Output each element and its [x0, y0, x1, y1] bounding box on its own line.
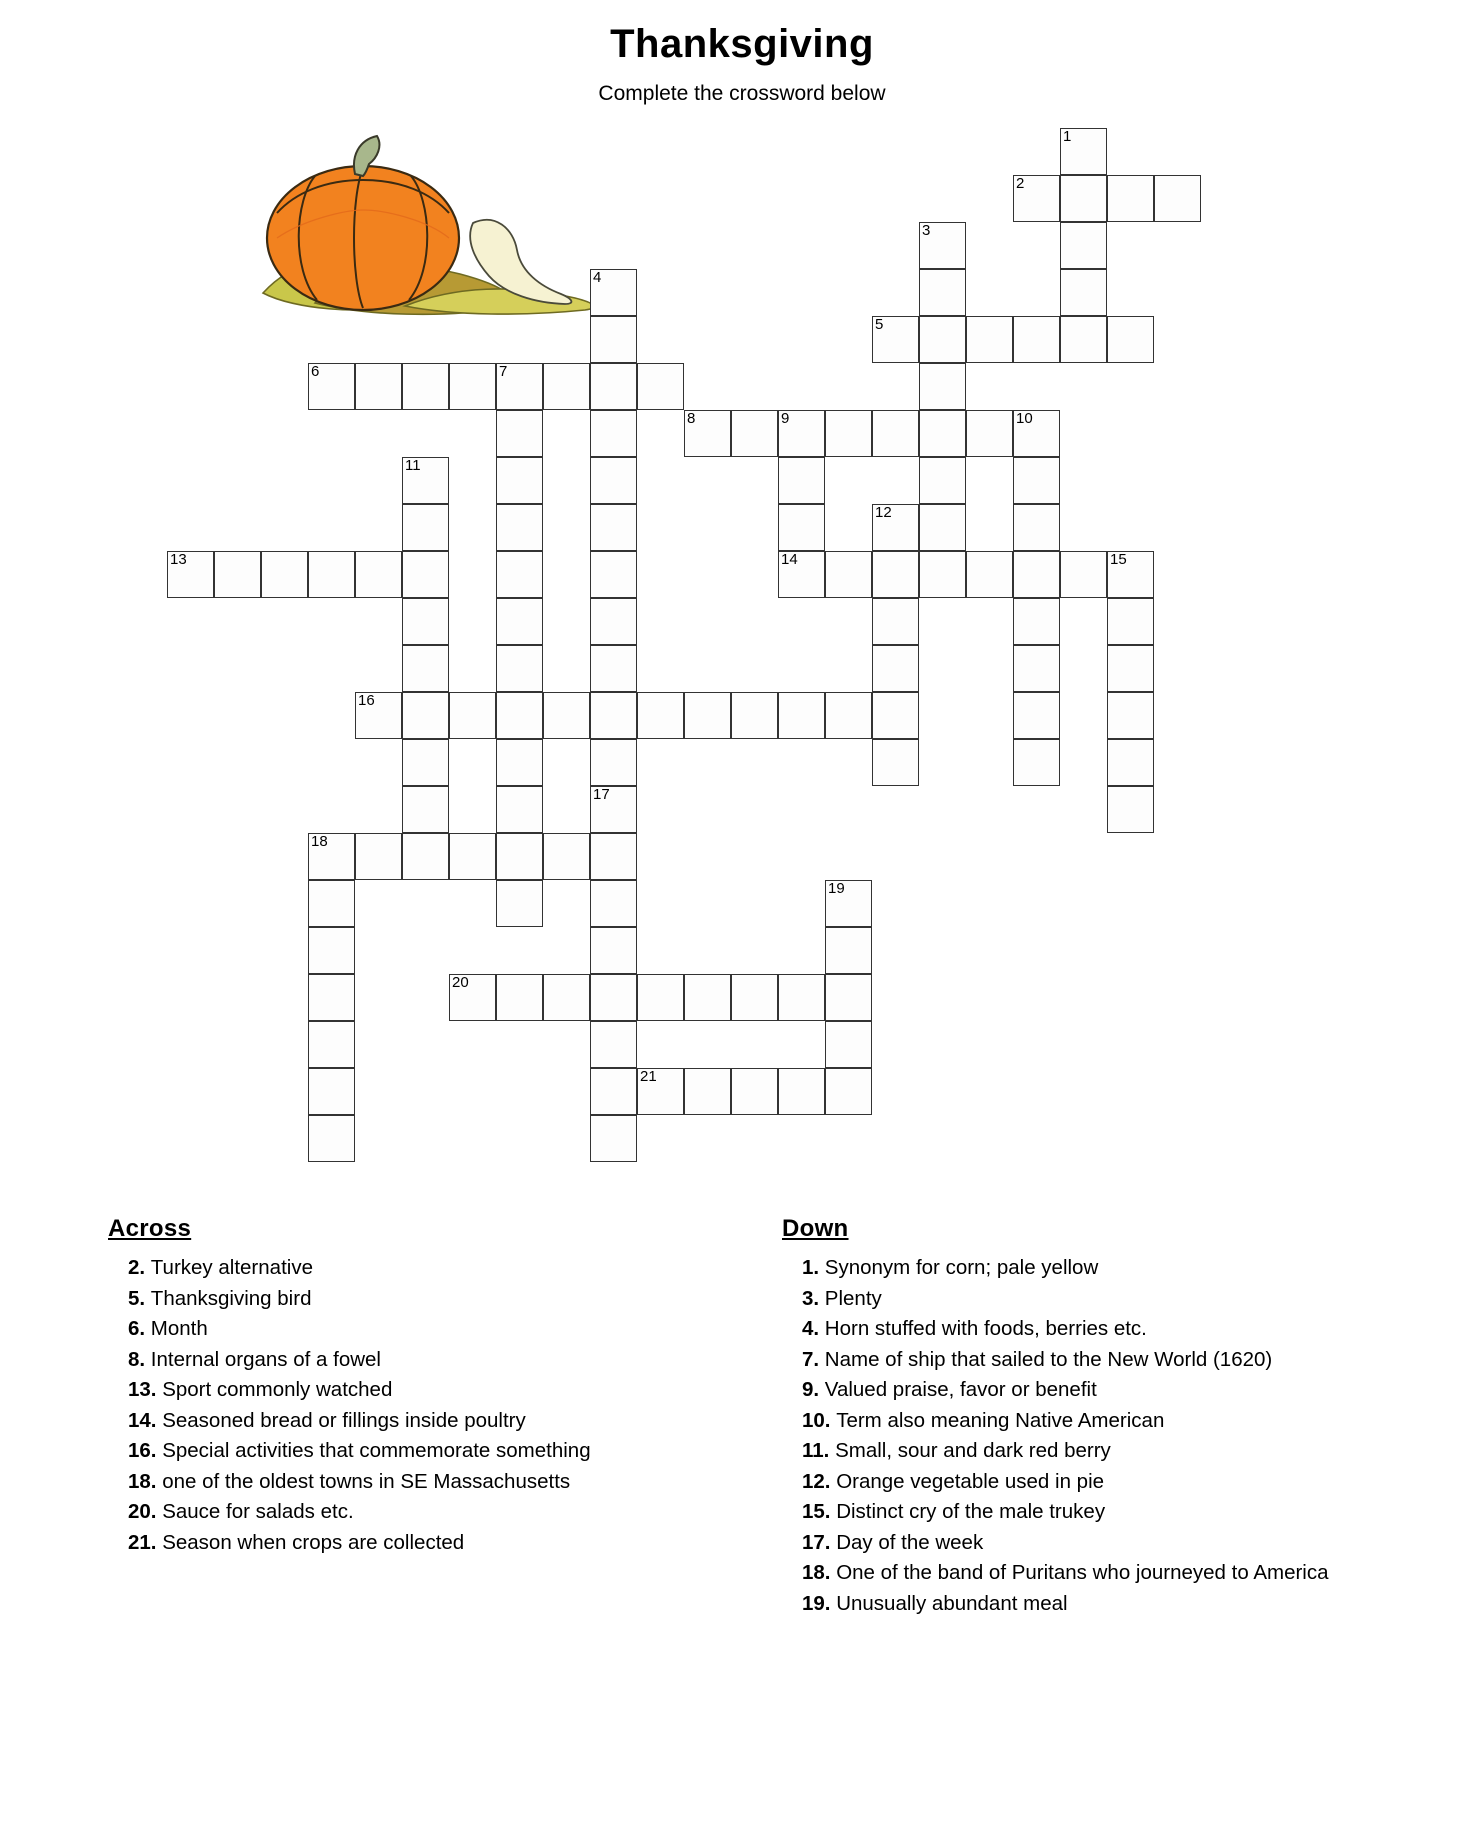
grid-cell[interactable] — [872, 316, 919, 363]
grid-cell-number: 18 — [311, 833, 328, 850]
grid-cell[interactable] — [919, 504, 966, 551]
grid-cell-number: 21 — [640, 1068, 657, 1085]
clue-text: Horn stuffed with foods, berries etc. — [824, 1317, 1147, 1340]
grid-cell[interactable] — [1013, 175, 1060, 222]
grid-cell-number: 6 — [311, 363, 320, 380]
grid-cell[interactable] — [590, 457, 637, 504]
grid-cell-number: 8 — [687, 410, 696, 427]
grid-cell[interactable] — [872, 645, 919, 692]
grid-cell[interactable] — [308, 833, 355, 880]
clue-number: 1. — [802, 1256, 825, 1279]
across-clue-list — [108, 1253, 728, 1558]
clue-item — [128, 1528, 728, 1559]
grid-cell-number: 4 — [593, 269, 602, 286]
grid-cell[interactable] — [1013, 410, 1060, 457]
grid-cell[interactable] — [919, 363, 966, 410]
grid-cell[interactable] — [590, 786, 637, 833]
clue-number: 5. — [128, 1286, 151, 1310]
grid-cell[interactable] — [1013, 692, 1060, 739]
grid-cell[interactable] — [919, 457, 966, 504]
clue-text: Day of the week — [836, 1530, 984, 1554]
clue-item — [802, 1406, 1422, 1437]
grid-cell[interactable] — [496, 786, 543, 833]
grid-cell[interactable] — [966, 551, 1013, 598]
clue-text: Term also meaning Native American — [836, 1408, 1165, 1432]
grid-cell[interactable] — [449, 692, 496, 739]
clue-text: Month — [150, 1317, 208, 1340]
across-heading: Across — [108, 1215, 192, 1242]
grid-cell[interactable] — [731, 692, 778, 739]
clue-number: 19. — [802, 1591, 837, 1615]
grid-cell[interactable] — [1013, 504, 1060, 551]
grid-cell[interactable] — [590, 974, 637, 1021]
clue-text: Sport commonly watched — [162, 1378, 393, 1401]
grid-cell[interactable] — [402, 457, 449, 504]
clue-item — [128, 1284, 728, 1315]
grid-cell[interactable] — [1013, 739, 1060, 786]
grid-cell[interactable] — [590, 504, 637, 551]
grid-cell[interactable] — [496, 645, 543, 692]
grid-cell-number: 17 — [593, 786, 610, 803]
grid-cell[interactable] — [496, 410, 543, 457]
grid-cell[interactable] — [308, 1068, 355, 1115]
grid-cell[interactable] — [1013, 551, 1060, 598]
grid-cell[interactable] — [731, 974, 778, 1021]
grid-cell-number: 9 — [781, 410, 790, 427]
grid-cell[interactable] — [590, 880, 637, 927]
clue-number: 14. — [128, 1408, 163, 1432]
grid-cell[interactable] — [1107, 645, 1154, 692]
grid-cell[interactable] — [825, 692, 872, 739]
grid-cell[interactable] — [355, 363, 402, 410]
grid-cell[interactable] — [496, 880, 543, 927]
clue-text: Seasoned bread or fillings inside poultry — [162, 1408, 526, 1432]
grid-cell[interactable] — [590, 410, 637, 457]
grid-cell[interactable] — [778, 1068, 825, 1115]
grid-cell[interactable] — [402, 504, 449, 551]
grid-cell[interactable] — [543, 363, 590, 410]
down-column — [782, 1215, 1422, 1619]
grid-cell[interactable] — [402, 551, 449, 598]
clue-item — [128, 1436, 728, 1467]
grid-cell[interactable] — [590, 692, 637, 739]
grid-cell[interactable] — [449, 974, 496, 1021]
clue-number: 7. — [802, 1347, 825, 1371]
grid-cell[interactable] — [402, 363, 449, 410]
grid-cell[interactable] — [825, 1068, 872, 1115]
clue-item — [802, 1375, 1422, 1406]
grid-cell[interactable] — [214, 551, 261, 598]
grid-cell-number: 10 — [1016, 410, 1033, 427]
grid-cell[interactable] — [402, 598, 449, 645]
clue-number: 8. — [128, 1347, 151, 1371]
grid-cell[interactable] — [731, 410, 778, 457]
grid-cell[interactable] — [919, 222, 966, 269]
grid-cell[interactable] — [1013, 645, 1060, 692]
grid-cell-number: 2 — [1016, 175, 1025, 192]
grid-cell[interactable] — [355, 692, 402, 739]
clue-item — [128, 1253, 728, 1284]
clue-number: 18. — [128, 1469, 163, 1493]
grid-cell-number: 14 — [781, 551, 798, 568]
grid-cell[interactable] — [261, 551, 308, 598]
grid-cell[interactable] — [825, 410, 872, 457]
grid-cell[interactable] — [966, 316, 1013, 363]
clue-text: Valued praise, favor or benefit — [824, 1378, 1097, 1401]
grid-cell-number: 1 — [1063, 128, 1072, 145]
grid-cell[interactable] — [590, 316, 637, 363]
clue-text: Orange vegetable used in pie — [836, 1469, 1105, 1493]
grid-cell[interactable] — [872, 692, 919, 739]
grid-cell[interactable] — [919, 410, 966, 457]
clue-item — [802, 1314, 1422, 1345]
grid-cell[interactable] — [1107, 598, 1154, 645]
clue-number: 20. — [128, 1500, 163, 1523]
clue-text: One of the band of Puritans who journeyed to America — [836, 1561, 1329, 1584]
clue-number: 16. — [128, 1439, 163, 1462]
grid-cell[interactable] — [825, 880, 872, 927]
clue-text: Unusually abundant meal — [836, 1591, 1068, 1615]
grid-cell[interactable] — [1060, 551, 1107, 598]
grid-cell[interactable] — [543, 833, 590, 880]
clue-item — [802, 1589, 1422, 1620]
grid-cell[interactable] — [355, 833, 402, 880]
grid-cell[interactable] — [543, 974, 590, 1021]
down-heading: Down — [782, 1215, 849, 1242]
grid-cell[interactable] — [496, 739, 543, 786]
grid-cell[interactable] — [872, 739, 919, 786]
clue-text: Small, sour and dark red berry — [835, 1439, 1111, 1462]
clue-number: 21. — [128, 1530, 163, 1554]
page-title: Thanksgiving — [610, 22, 874, 66]
grid-cell[interactable] — [590, 269, 637, 316]
grid-cell[interactable] — [919, 269, 966, 316]
grid-cell[interactable] — [449, 363, 496, 410]
grid-cell[interactable] — [778, 974, 825, 1021]
grid-cell[interactable] — [590, 739, 637, 786]
grid-cell[interactable] — [308, 1021, 355, 1068]
grid-cell[interactable] — [1013, 316, 1060, 363]
grid-cell[interactable] — [590, 833, 637, 880]
grid-cell[interactable] — [684, 692, 731, 739]
grid-cell[interactable] — [590, 1021, 637, 1068]
grid-cell[interactable] — [966, 410, 1013, 457]
grid-cell[interactable] — [496, 833, 543, 880]
grid-cell[interactable] — [637, 363, 684, 410]
grid-cell[interactable] — [402, 739, 449, 786]
clue-item — [128, 1345, 728, 1376]
grid-cell[interactable] — [637, 1068, 684, 1115]
clue-number: 6. — [128, 1317, 151, 1340]
clue-text: Distinct cry of the male trukey — [836, 1500, 1106, 1523]
grid-cell[interactable] — [1060, 269, 1107, 316]
grid-cell[interactable] — [872, 598, 919, 645]
grid-cell[interactable] — [496, 692, 543, 739]
grid-cell[interactable] — [637, 692, 684, 739]
grid-cell[interactable] — [496, 457, 543, 504]
grid-cell[interactable] — [1013, 457, 1060, 504]
grid-cell[interactable] — [590, 551, 637, 598]
clue-number: 4. — [802, 1317, 825, 1340]
grid-cell[interactable] — [402, 692, 449, 739]
clue-text: Sauce for salads etc. — [162, 1500, 354, 1523]
grid-cell[interactable] — [590, 1068, 637, 1115]
clue-number: 2. — [128, 1256, 151, 1279]
grid-cell[interactable] — [872, 410, 919, 457]
clue-number: 11. — [802, 1439, 836, 1462]
grid-cell[interactable] — [402, 833, 449, 880]
clue-item — [128, 1467, 728, 1498]
grid-cell[interactable] — [778, 551, 825, 598]
grid-cell[interactable] — [637, 974, 684, 1021]
grid-cell-number: 16 — [358, 692, 375, 709]
grid-cell[interactable] — [1107, 316, 1154, 363]
grid-cell[interactable] — [825, 927, 872, 974]
grid-cell[interactable] — [919, 316, 966, 363]
clue-item — [802, 1497, 1422, 1528]
clue-item — [802, 1253, 1422, 1284]
grid-cell[interactable] — [308, 363, 355, 410]
grid-cell-number: 11 — [405, 457, 421, 474]
grid-cell[interactable] — [402, 645, 449, 692]
clue-text: Thanksgiving bird — [150, 1286, 312, 1310]
across-column — [108, 1215, 728, 1558]
grid-cell[interactable] — [308, 1115, 355, 1162]
grid-cell[interactable] — [919, 551, 966, 598]
grid-cell-number: 3 — [922, 222, 931, 239]
grid-cell[interactable] — [778, 504, 825, 551]
grid-cell-number: 20 — [452, 974, 469, 991]
clue-number: 12. — [802, 1469, 837, 1493]
grid-cell[interactable] — [1107, 739, 1154, 786]
grid-cell[interactable] — [167, 551, 214, 598]
grid-cell[interactable] — [1107, 551, 1154, 598]
clue-item — [802, 1284, 1422, 1315]
grid-cell[interactable] — [1154, 175, 1201, 222]
clue-item — [802, 1436, 1422, 1467]
clue-number: 17. — [802, 1530, 837, 1554]
grid-cell[interactable] — [355, 551, 402, 598]
grid-cell[interactable] — [308, 551, 355, 598]
grid-cell[interactable] — [778, 457, 825, 504]
grid-cell[interactable] — [872, 504, 919, 551]
grid-cell[interactable] — [731, 1068, 778, 1115]
grid-cell-number: 12 — [875, 504, 892, 521]
grid-cell[interactable] — [308, 927, 355, 974]
grid-cell[interactable] — [496, 504, 543, 551]
grid-cell[interactable] — [496, 974, 543, 1021]
grid-cell[interactable] — [825, 551, 872, 598]
page-subtitle: Complete the crossword below — [598, 82, 886, 105]
grid-cell[interactable] — [1060, 316, 1107, 363]
clue-text: Name of ship that sailed to the New World (1620) — [824, 1347, 1273, 1371]
grid-cell[interactable] — [1060, 175, 1107, 222]
grid-cell[interactable] — [825, 1021, 872, 1068]
clue-text: Plenty — [824, 1286, 882, 1310]
clue-number: 10. — [802, 1408, 837, 1432]
clue-text: Synonym for corn; pale yellow — [824, 1256, 1099, 1279]
grid-cell[interactable] — [1060, 128, 1107, 175]
grid-cell-number: 13 — [170, 551, 187, 568]
clue-item — [802, 1345, 1422, 1376]
grid-cell[interactable] — [308, 880, 355, 927]
grid-cell[interactable] — [496, 598, 543, 645]
grid-cell[interactable] — [590, 1115, 637, 1162]
grid-cell[interactable] — [1107, 786, 1154, 833]
down-clue-list — [782, 1253, 1422, 1619]
grid-cell-number: 19 — [828, 880, 845, 897]
grid-cell[interactable] — [1060, 222, 1107, 269]
clue-item — [128, 1406, 728, 1437]
grid-cell[interactable] — [778, 692, 825, 739]
grid-cell[interactable] — [684, 974, 731, 1021]
grid-cell[interactable] — [684, 410, 731, 457]
grid-cell[interactable] — [825, 974, 872, 1021]
grid-cell[interactable] — [496, 551, 543, 598]
grid-cell[interactable] — [684, 1068, 731, 1115]
clue-text: Season when crops are collected — [162, 1530, 465, 1554]
clue-text: Turkey alternative — [150, 1256, 313, 1279]
grid-cell[interactable] — [449, 833, 496, 880]
grid-cell[interactable] — [590, 598, 637, 645]
clue-text: Special activities that commemorate something — [162, 1439, 591, 1462]
grid-cell[interactable] — [543, 692, 590, 739]
clue-item — [128, 1314, 728, 1345]
grid-cell[interactable] — [1013, 598, 1060, 645]
clue-number: 9. — [802, 1378, 825, 1401]
grid-cell[interactable] — [778, 410, 825, 457]
clue-text: Internal organs of a fowel — [150, 1347, 381, 1371]
clue-text: one of the oldest towns in SE Massachusetts — [162, 1469, 571, 1493]
grid-cell[interactable] — [402, 786, 449, 833]
grid-cell[interactable] — [590, 927, 637, 974]
grid-cell[interactable] — [308, 974, 355, 1021]
clues-section — [0, 1215, 1484, 1615]
grid-cell[interactable] — [1107, 692, 1154, 739]
grid-cell-number: 15 — [1110, 551, 1127, 568]
clue-number: 18. — [802, 1561, 837, 1584]
clue-item — [128, 1497, 728, 1528]
clue-item — [802, 1558, 1422, 1589]
grid-cell[interactable] — [496, 363, 543, 410]
grid-cell[interactable] — [590, 363, 637, 410]
grid-cell[interactable] — [872, 551, 919, 598]
clue-item — [802, 1528, 1422, 1559]
clue-number: 3. — [802, 1286, 825, 1310]
clue-item — [128, 1375, 728, 1406]
clue-number: 15. — [802, 1500, 837, 1523]
grid-cell-number: 5 — [875, 316, 884, 333]
grid-cell[interactable] — [1107, 175, 1154, 222]
clue-item — [802, 1467, 1422, 1498]
grid-cell[interactable] — [590, 645, 637, 692]
clue-number: 13. — [128, 1378, 163, 1401]
grid-cell-number: 7 — [499, 363, 508, 380]
